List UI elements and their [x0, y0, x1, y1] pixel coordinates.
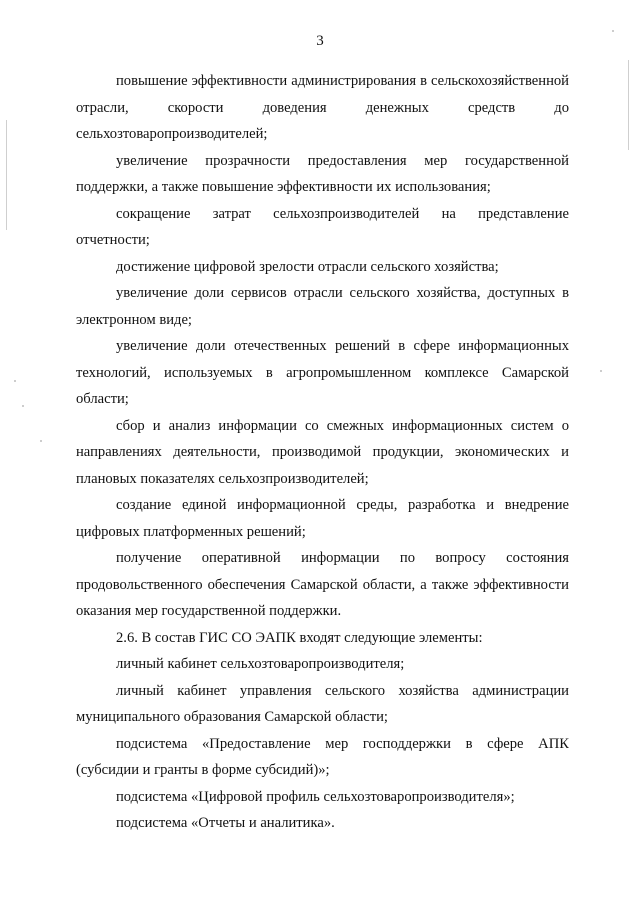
scan-edge-mark [628, 60, 629, 150]
scan-edge-mark [6, 120, 7, 230]
paragraph: увеличение прозрачности предоставления мер государственной поддержки, а также повышение эффективности их использования; [76, 152, 569, 195]
list-item: подсистема «Предоставление мер господдержки в сфере АПК (субсидии и гранты в форме субсидий)»; [76, 735, 569, 778]
paragraph: сокращение затрат сельхозпроизводителей на представление отчетности; [76, 205, 569, 248]
section-heading-paragraph: 2.6. В состав ГИС СО ЭАПК входят следующие элементы: [116, 629, 483, 646]
paragraph: создание единой информационной среды, разработка и внедрение цифровых платформенных решений; [76, 497, 569, 540]
paragraph: повышение эффективности администрирования в сельскохозяйственной отрасли, скорости доведения денежных средств до сельхозтоваропроизводителей; [76, 73, 569, 142]
paragraph: увеличение доли отечественных решений в сфере информационных технологий, используемых в агропромышленном комплексе Самарской области; [76, 338, 569, 407]
list-item: подсистема «Отчеты и аналитика». [116, 815, 335, 831]
scan-speck [612, 30, 614, 32]
scan-speck [600, 370, 602, 372]
scan-speck [14, 380, 16, 382]
scan-speck [40, 440, 42, 442]
list-item: подсистема «Цифровой профиль сельхозтоваропроизводителя»; [116, 788, 515, 805]
list-item: личный кабинет управления сельского хозяйства администрации муниципального образования Самарской области; [76, 682, 569, 725]
paragraph: достижение цифровой зрелости отрасли сельского хозяйства; [116, 258, 499, 275]
page-number: 3 [316, 33, 324, 49]
paragraph: сбор и анализ информации со смежных информационных систем о направлениях деятельности, производимой продукции, экономических и плановых показателях сельхозпроизводителей; [76, 417, 569, 487]
list-item: личный кабинет сельхозтоваропроизводителя; [116, 656, 405, 672]
scan-speck [22, 405, 24, 407]
paragraph: увеличение доли сервисов отрасли сельского хозяйства, доступных в электронном виде; [76, 285, 569, 328]
paragraph: получение оперативной информации по вопросу состояния продовольственного обеспечения Самарской области, а также эффективности оказания мер государственной поддержки. [76, 550, 569, 619]
body-text [76, 68, 569, 837]
